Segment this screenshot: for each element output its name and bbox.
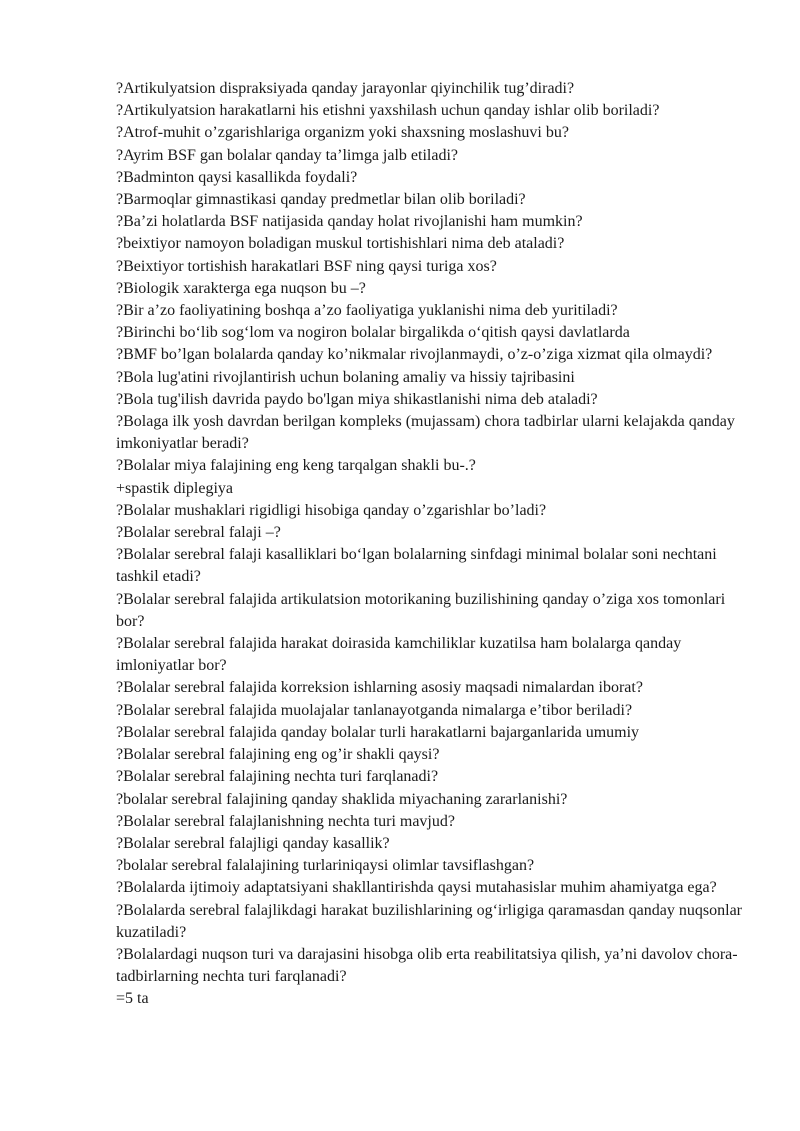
question-line: ?Bolalar mushaklari rigidligi hisobiga qanday o’zgarishlar bo’ladi? xyxy=(116,501,547,519)
question-line: ?Bolalar serebral falajida korreksion ishlarning asosiy maqsadi nimalardan iborat? xyxy=(116,679,643,697)
question-line: ?Bolalar serebral falajida artikulatsion motorikaning buzilishining qanday o’ziga xos tomonlari bor? xyxy=(116,590,726,630)
question-line: ?Bolalar serebral falajida muolajalar tanlanayotganda nimalarga e’tibor beriladi? xyxy=(116,701,633,719)
question-line: ?Bolalarda serebral falajlikdagi harakat buzilishlarining og‘irligiga qaramasdan qanday nuqsonlar kuzatiladi? xyxy=(116,901,742,941)
question-line: ?Beixtiyor tortishish harakatlari BSF ning qaysi turiga xos? xyxy=(116,257,497,275)
answer-line: +spastik diplegiya xyxy=(116,479,234,497)
question-line: ?Bolalar miya falajining eng keng tarqalgan shakli bu-.? xyxy=(116,457,476,475)
question-line: ?Bolalardagi nuqson turi va darajasini hisobga olib erta reabilitatsiya qilish, ya’ni davolov chora-tadbirlarning nechta turi farqlanadi? xyxy=(116,945,738,986)
question-line: ?Artikulyatsion dispraksiyada qanday jarayonlar qiyinchilik tug’diradi? xyxy=(116,80,575,97)
question-line: ?Bir a’zo faoliyatining boshqa a’zo faoliyatiga yuklanishi nima deb yuritiladi? xyxy=(116,302,618,320)
document-page xyxy=(116,78,742,1011)
question-line: ?Bolalar serebral falaji kasalliklari bo‘lgan bolalarning sinfdagi minimal bolalar soni nechtani tashkil etadi? xyxy=(116,546,717,586)
question-line: ?Bolalar serebral falajining nechta turi farqlanadi? xyxy=(116,768,439,786)
question-line: ?bolalar serebral falajining qanday shaklida miyachaning zararlanishi? xyxy=(116,790,568,808)
question-line: ?Bolalar serebral falajida harakat doirasida kamchiliklar kuzatilsa ham bolalarga qanday imloniyatlar bor? xyxy=(116,635,682,675)
question-line: ?Ayrim BSF gan bolalar qanday ta’limga jalb etiladi? xyxy=(116,146,458,164)
answer-line: =5 ta xyxy=(116,990,149,1008)
question-line: ?beixtiyor namoyon boladigan muskul tortishishlari nima deb ataladi? xyxy=(116,235,565,253)
question-line: ?Bolalar serebral falajligi qanday kasallik? xyxy=(116,834,390,852)
question-line: ?Bolalar serebral falajlanishning nechta turi mavjud? xyxy=(116,812,455,830)
question-line: ?Artikulyatsion harakatlarni his etishni yaxshilash uchun qanday ishlar olib boriladi? xyxy=(116,102,660,120)
question-line: ?Bola lug'atini rivojlantirish uchun bolaning amaliy va hissiy tajribasini xyxy=(116,368,575,386)
question-line: ?Bolalar serebral falajida qanday bolalar turli harakatlarni bajarganlarida umumiy xyxy=(116,723,640,741)
question-line: ?Bolalarda ijtimoiy adaptatsiyani shakllantirishda qaysi mutahasislar muhim ahamiyatga ega? xyxy=(116,879,717,897)
question-line: ?Biologik xarakterga ega nuqson bu –? xyxy=(116,279,366,297)
question-line: ?Barmoqlar gimnastikasi qanday predmetlar bilan olib boriladi? xyxy=(116,191,526,209)
question-line: ?Ba’zi holatlarda BSF natijasida qanday holat rivojlanishi ham mumkin? xyxy=(116,213,583,231)
question-line: ?Bola tug'ilish davrida paydo bo'lgan miya shikastlanishi nima deb ataladi? xyxy=(116,390,598,408)
question-line: ?Bolalar serebral falajining eng og’ir shakli qaysi? xyxy=(116,746,440,764)
question-line: ?Birinchi bo‘lib sog‘lom va nogiron bolalar birgalikda o‘qitish qaysi davlatlarda xyxy=(116,324,630,342)
question-line: ?Badminton qaysi kasallikda foydali? xyxy=(116,168,358,186)
question-line: ?bolalar serebral falalajining turlariniqaysi olimlar tavsiflashgan? xyxy=(116,857,535,875)
question-line: ?Bolalar serebral falaji –? xyxy=(116,524,281,542)
question-line: ?BMF bo’lgan bolalarda qanday ko’nikmalar rivojlanmaydi, o’z-o’ziga xizmat qila olmaydi? xyxy=(116,346,713,364)
question-line: ?Bolaga ilk yosh davrdan berilgan kompleks (mujassam) chora tadbirlar ularni kelajakda qanday imkoniyatlar beradi? xyxy=(116,413,735,453)
question-line: ?Atrof-muhit o’zgarishlariga organizm yoki shaxsning moslashuvi bu? xyxy=(116,124,569,142)
